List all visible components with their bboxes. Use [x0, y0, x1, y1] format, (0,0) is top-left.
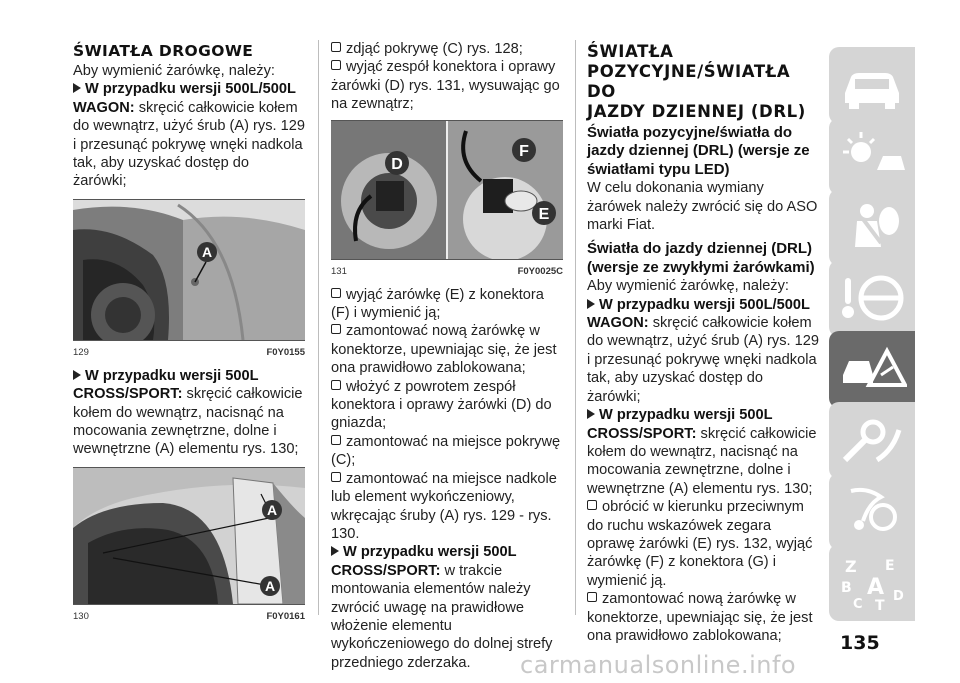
checkbox-bullet-icon [587, 500, 597, 510]
column-3 [587, 42, 819, 645]
checkbox-bullet-icon [331, 435, 341, 445]
figure-code: F0Y0025C [517, 265, 563, 277]
figure-131-caption [331, 266, 563, 278]
figure-130-caption [73, 611, 305, 623]
figure-number: 129 [73, 346, 89, 358]
svg-text:Z: Z [845, 557, 857, 576]
list-item: włożyć z powrotem zespół konektora i oprawy żarówki (D) do gniazda; [331, 378, 552, 432]
svg-text:B: B [841, 580, 852, 596]
list-item: wyjąć zespół konektora i oprawy żarówki (D) rys. 131, wysuwając go na zewnątrz; [331, 59, 560, 113]
tab-car-dashboard[interactable] [829, 47, 915, 124]
checkbox-bullet-icon [587, 592, 597, 602]
starting-driving-icon [837, 268, 907, 328]
checkbox-bullet-icon [331, 324, 341, 334]
fig-label-a-lower: A [264, 577, 276, 594]
intro-text: Aby wymienić żarówkę, należy: [587, 278, 789, 295]
column-1 [73, 42, 305, 631]
index-icon [837, 552, 907, 612]
column-divider-1 [318, 40, 319, 615]
list-item: zdjąć pokrywę (C) rys. 128; [331, 40, 563, 58]
watermark-text: carmanualsonline.info [520, 651, 797, 679]
fig-label-a: A [201, 243, 213, 260]
maintenance-icon [837, 410, 907, 470]
svg-text:E: E [885, 558, 895, 574]
fig-label-f: F [519, 142, 529, 160]
fig-label-a-upper: A [266, 501, 278, 518]
svg-text:T: T [875, 598, 885, 612]
section-title-high-beams: ŚWIATŁA DROGOWE [73, 42, 254, 60]
svg-text:D: D [893, 589, 904, 604]
svg-text:C: C [853, 597, 863, 612]
bulb-connector-illustration [331, 121, 563, 259]
svg-text:A: A [867, 575, 885, 600]
fig-label-d: D [391, 155, 403, 173]
checkbox-bullet-icon [331, 42, 341, 52]
figure-number: 130 [73, 610, 89, 622]
emergency-icon [837, 339, 907, 399]
figure-131 [331, 120, 563, 260]
tab-starting-driving[interactable] [829, 260, 915, 337]
triangle-bullet-icon [331, 546, 339, 556]
list-item: zamontować nową żarówkę w konektorze, upewniając się, że jest ona prawidłowo zablokowana; [331, 323, 557, 377]
triangle-bullet-icon [587, 409, 595, 419]
safety-airbag-icon [837, 197, 907, 257]
tab-maintenance[interactable] [829, 402, 915, 479]
column-divider-2 [575, 40, 576, 615]
list-item: zamontować na miejsce pokrywę (C); [331, 433, 561, 469]
column-2 [331, 40, 563, 672]
bumper-trim-illustration [73, 468, 305, 604]
figure-129-caption [73, 347, 305, 359]
fig-label-e: E [538, 205, 550, 223]
step-500l-cross: W przypadku wersji 500L CROSS/SPORT: skręcić całkowicie kołem do wewnątrz, nacisnąć na mocowania zewnętrzne, dolne i wewnętrzne (A) elementu rys. 130; [73, 367, 303, 458]
figure-129 [73, 199, 305, 341]
step-500l-cross: W przypadku wersji 500L CROSS/SPORT: w trakcie montowania elementów należy zwrócić uwagę na prawidłowe włożenie elementu wykończeniowego do dolnej strefy przedniego zderzaka. [331, 544, 553, 671]
car-dashboard-icon [837, 55, 907, 115]
list-item: obrócić w kierunku przeciwnym do ruchu wskazówek zegara oprawę żarówki (E) rys. 132, wyjąć żarówkę (F) z konektora (G) i wymienić ją. [587, 499, 813, 589]
tab-index[interactable] [829, 544, 915, 621]
figure-code: F0Y0161 [266, 610, 305, 622]
step-500l-wagon: W przypadku wersji 500L/500L WAGON: skręcić całkowicie kołem do wewnątrz, użyć śrub (A) rys. 129 i przesunąć pokrywę wnęki nadkola tak, aby uzyskać dostęp do żarówki; [587, 296, 819, 405]
tab-emergency[interactable] [829, 331, 915, 408]
wheel-arch-illustration [73, 200, 305, 340]
chapter-sidebar [829, 47, 915, 617]
subheading-led: Światła pozycyjne/światła do jazdy dziennej (DRL) (wersje ze światłami typu LED) [587, 124, 810, 178]
tab-safety[interactable] [829, 189, 915, 266]
list-item: zamontować nową żarówkę w konektorze, upewniając się, że jest ona prawidłowo zablokowana; [587, 591, 813, 644]
list-item: wyjąć żarówkę (E) z konektora (F) i wymienić ją; [331, 286, 544, 322]
warning-lights-icon [837, 126, 907, 186]
figure-code: F0Y0155 [266, 346, 305, 358]
step-500l-wagon: W przypadku wersji 500L/500L WAGON: skręcić całkowicie kołem do wewnątrz, użyć śrub (A) rys. 129 i przesunąć pokrywę wnęki nadkola tak, aby uzyskać dostęp do żarówki; [73, 81, 305, 190]
section-title-position-drl: ŚWIATŁA POZYCYJNE/ŚWIATŁA DO JAZDY DZIENNEJ (DRL) [587, 42, 806, 121]
checkbox-bullet-icon [331, 380, 341, 390]
triangle-bullet-icon [73, 370, 81, 380]
figure-130 [73, 467, 305, 605]
list-item: zamontować na miejsce nadkole lub element wykończeniowy, wkręcając śruby (A) rys. 129 - rys. 130. [331, 470, 557, 542]
multimedia-icon [837, 481, 907, 541]
checkbox-bullet-icon [331, 472, 341, 482]
page-number: 135 [840, 632, 880, 654]
step-500l-cross: W przypadku wersji 500L CROSS/SPORT: skręcić całkowicie kołem do wewnątrz, nacisnąć na mocowania zewnętrzne, dolne i wewnętrzne (A) elementu rys. 130; [587, 407, 817, 497]
subheading-bulbs: Światła do jazdy dziennej (DRL) (wersje ze zwykłymi żarówkami) [587, 240, 815, 276]
checkbox-bullet-icon [331, 288, 341, 298]
checkbox-bullet-icon [331, 60, 341, 70]
intro-text: Aby wymienić żarówkę, należy: [73, 63, 275, 79]
triangle-bullet-icon [73, 83, 81, 93]
figure-number: 131 [331, 265, 347, 277]
tab-warning-lights[interactable] [829, 118, 915, 195]
triangle-bullet-icon [587, 299, 595, 309]
paragraph-aso: W celu dokonania wymiany żarówek należy zwrócić się do ASO marki Fiat. [587, 180, 818, 234]
tab-multimedia[interactable] [829, 473, 915, 550]
